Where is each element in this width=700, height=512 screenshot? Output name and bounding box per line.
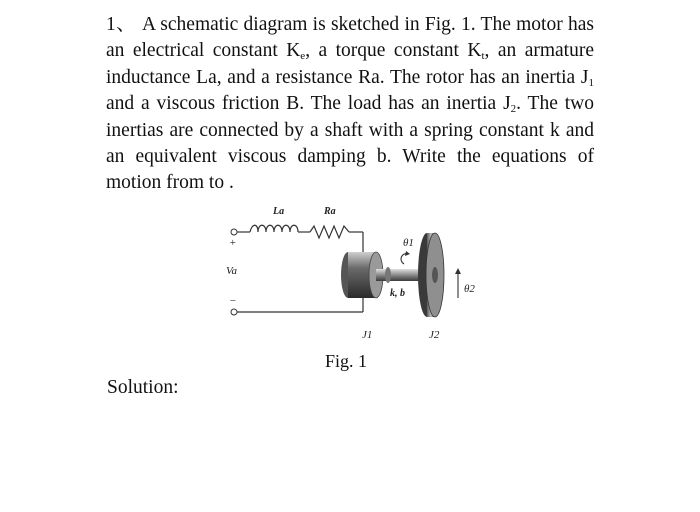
subscript-t: t <box>481 50 485 63</box>
label-ra: Ra <box>324 206 336 217</box>
minus-sign: − <box>229 295 237 307</box>
theta1-arrowhead <box>405 251 410 256</box>
problem-text-5: . The two inertias are connected by a shaft with a spring constant k and an equivalent viscous damping b. Write the equations of motion from to . <box>106 93 594 194</box>
label-j1: J1 <box>362 329 373 341</box>
theta1-arrow <box>401 254 408 264</box>
plus-sign: + <box>229 237 237 249</box>
figure-caption: Fig. 1 <box>325 351 368 371</box>
problem-number: 1、 <box>106 14 137 35</box>
problem-text-2: , a torque constant K <box>305 40 482 62</box>
label-theta1: θ1 <box>403 237 414 249</box>
inductor-coil <box>250 225 298 232</box>
motor-schematic-figure <box>220 200 500 350</box>
problem-text-4: and a viscous friction B. The load has an inertia J <box>106 93 511 115</box>
shaft <box>376 269 424 281</box>
problem-text-1: A schematic diagram is sketched in Fig. 1. The motor has an electrical constant K <box>106 14 594 62</box>
shaft-collar <box>385 267 391 283</box>
label-j2: J2 <box>429 329 440 341</box>
label-la: La <box>273 206 285 217</box>
negative-terminal <box>231 309 237 315</box>
subscript-1: 1 <box>588 76 594 89</box>
load-disk-hub <box>432 267 438 283</box>
problem-text-3: , an armature inductance La, and a resistance Ra. The rotor has an inertia J <box>106 40 594 88</box>
theta2-arrowhead <box>455 268 461 274</box>
label-va: Va <box>226 265 237 277</box>
resistor-zigzag <box>310 226 349 238</box>
problem-statement <box>106 12 594 197</box>
subscript-e: e <box>300 50 306 63</box>
label-theta2: θ2 <box>464 283 475 295</box>
label-kb: k, b <box>390 288 405 299</box>
solution-label: Solution: <box>107 377 179 398</box>
subscript-2: 2 <box>510 103 517 116</box>
positive-terminal <box>231 229 237 235</box>
